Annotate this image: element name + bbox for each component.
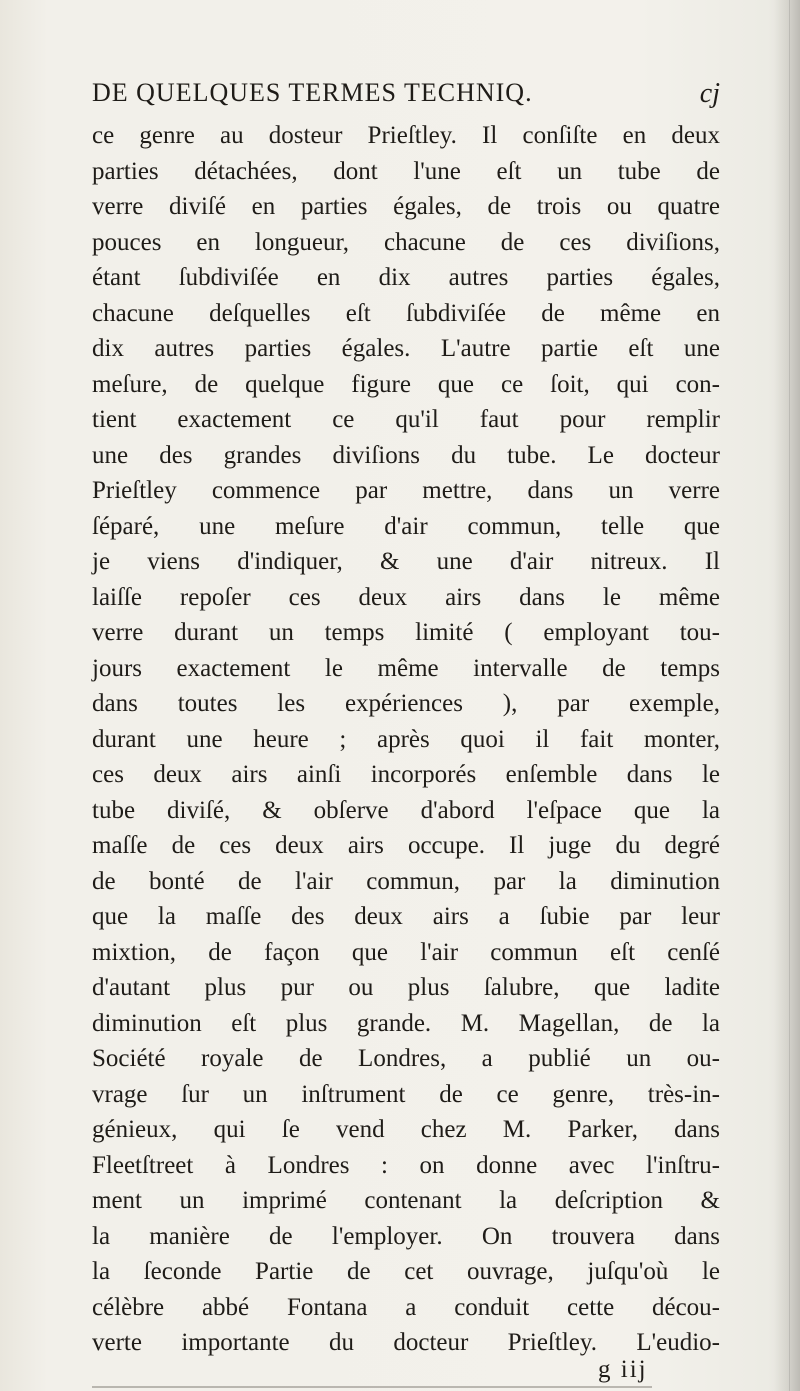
page-edge-shadow xyxy=(774,0,800,1391)
text-line: maſſe de ces deux airs occupe. Il juge du degré xyxy=(92,832,720,859)
bottom-rule xyxy=(92,1386,652,1388)
signature-mark: g iij xyxy=(598,1356,648,1383)
text-line: je viens d'indiquer, & une d'air nitreux. Il xyxy=(92,548,720,575)
text-line: ment un imprimé contenant la deſcription & xyxy=(92,1187,720,1214)
text-line: Société royale de Londres, a publié un ou- xyxy=(92,1045,720,1072)
text-line: dix autres parties égales. L'autre partie eſt une xyxy=(92,335,720,362)
text-line: que la maſſe des deux airs a ſubie par leur xyxy=(92,903,720,930)
text-line: durant une heure ; après quoi il fait monter, xyxy=(92,725,720,753)
text-line: pouces en longueur, chacune de ces diviſions, xyxy=(92,228,720,256)
text-line: meſure, de quelque figure que ce ſoit, qui con- xyxy=(92,370,720,398)
text-line: la manière de l'employer. On trouvera dans xyxy=(92,1222,720,1250)
text-line: mixtion, de façon que l'air commun eſt cenſé xyxy=(92,938,720,966)
text-line: la ſeconde Partie de cet ouvrage, juſqu'où le xyxy=(92,1258,720,1285)
text-line: de bonté de l'air commun, par la diminution xyxy=(92,867,720,895)
text-line: ſéparé, une meſure d'air commun, telle que xyxy=(92,512,720,540)
running-head: DE QUELQUES TERMES TECHNIQ. xyxy=(92,78,533,107)
page-number: cj xyxy=(699,78,720,109)
text-line: ce genre au doѕteur Prieſtley. Il conſiſte en deux xyxy=(92,122,720,149)
text-line: d'autant plus pur ou plus ſalubre, que ladite xyxy=(92,974,720,1001)
text-line: célèbre abbé Fontana a conduit cette décou- xyxy=(92,1293,720,1321)
text-line: tube diviſé, & obſerve d'abord l'eſpace que la xyxy=(92,796,720,824)
text-line: étant ſubdiviſée en dix autres parties égales, xyxy=(92,264,720,291)
text-line: une des grandes diviſions du tube. Le docteur xyxy=(92,441,720,469)
text-line: verte importante du docteur Prieſtley. L'eudio- xyxy=(92,1329,720,1356)
text-line: génieux, qui ſe vend chez M. Parker, dans xyxy=(92,1116,720,1143)
text-line: parties détachées, dont l'une eſt un tube de xyxy=(92,157,720,185)
text-line: verre durant un temps limité ( employant tou- xyxy=(92,619,720,646)
text-line: diminution eſt plus grande. M. Magellan, de la xyxy=(92,1009,720,1037)
text-line: vrage ſur un inſtrument de ce genre, très-in- xyxy=(92,1080,720,1108)
text-line: Fleetſtreet à Londres : on donne avec l'inſtru- xyxy=(92,1151,720,1179)
text-line: laiſſe repoſer ces deux airs dans le même xyxy=(92,583,720,611)
text-line: dans toutes les expériences ), par exemple, xyxy=(92,690,720,717)
text-line: Prieſtley commence par mettre, dans un verre xyxy=(92,477,720,504)
text-line: ces deux airs ainſi incorporés enſemble dans le xyxy=(92,761,720,788)
page-edge-line xyxy=(789,0,790,1391)
text-line: tient exactement ce qu'il faut pour remplir xyxy=(92,406,720,433)
page-header xyxy=(92,78,720,118)
text-line: verre diviſé en parties égales, de trois ou quatre xyxy=(92,193,720,220)
text-line: jours exactement le même intervalle de temps xyxy=(92,654,720,682)
text-line: chacune deſquelles eſt ſubdiviſée de même en xyxy=(92,299,720,327)
body-text xyxy=(92,118,720,1361)
